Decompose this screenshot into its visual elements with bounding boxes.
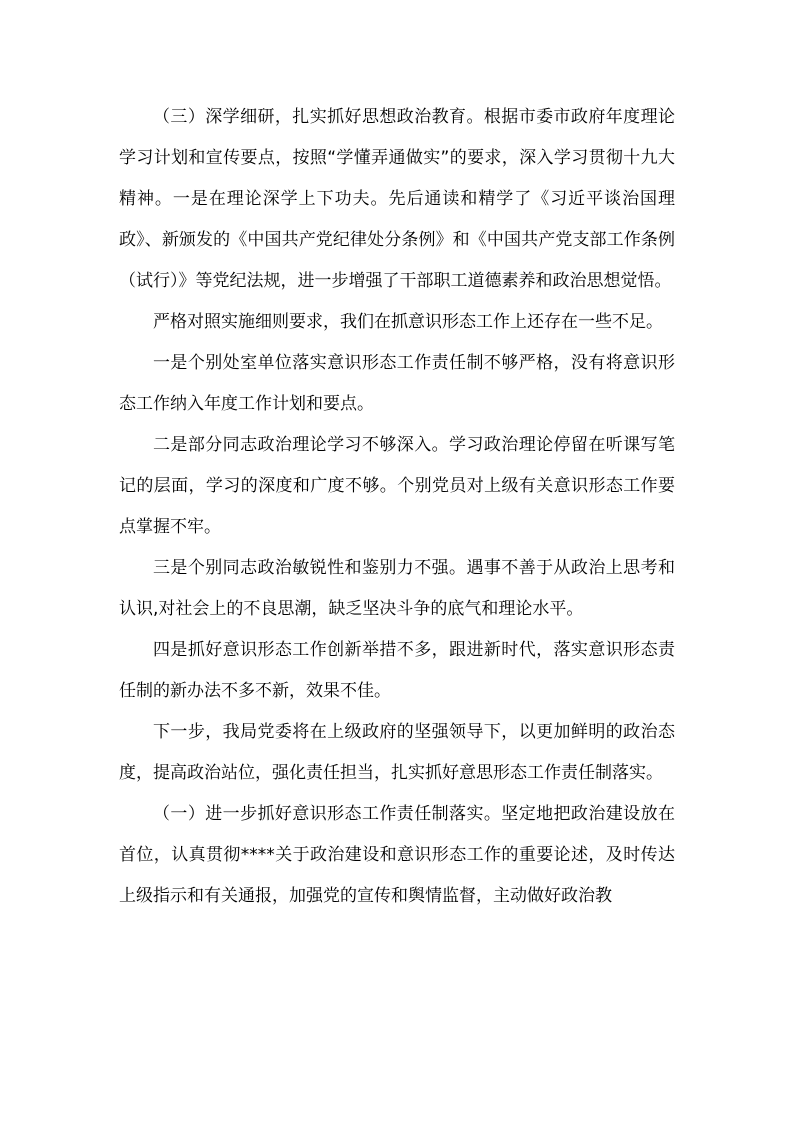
paragraph-shortcoming-4: 四是抓好意识形态工作创新举措不多，跟进新时代，落实意识形态责任制的新办法不多不新，效果不佳。 xyxy=(119,640,675,701)
document-body xyxy=(119,97,675,917)
paragraph-education: （三）深学细研，扎实抓好思想政治教育。根据市委市政府年度理论学习计划和宣传要点，按照“学懂弄通做实”的要求，深入学习贯彻十九大精神。一是在理论深学上下功夫。先后通读和精学了《习近平谈治国理政》、新颁发的《中国共产党纪律处分条例》和《中国共产党支部工作条例（试行）》等党纪法规，进一步增强了干部职工道德素养和政治思想觉悟。 xyxy=(119,107,675,291)
paragraph-shortcoming-1: 一是个别处室单位落实意识形态工作责任制不够严格，没有将意识形态工作纳入年度工作计划和要点。 xyxy=(119,353,675,414)
paragraph-shortcomings-intro: 严格对照实施细则要求，我们在抓意识形态工作上还存在一些不足。 xyxy=(153,312,663,332)
paragraph-shortcoming-2: 二是部分同志政治理论学习不够深入。学习政治理论停留在听课写笔记的层面，学习的深度和广度不够。个别党员对上级有关意识形态工作要点掌握不牢。 xyxy=(119,435,675,537)
paragraph-measure-1: （一）进一步抓好意识形态工作责任制落实。坚定地把政治建设放在首位，认真贯彻****关于政治建设和意识形态工作的重要论述，及时传达上级指示和有关通报，加强党的宣传和舆情监督，主动做好政治教 xyxy=(119,804,675,906)
paragraph-shortcoming-3: 三是个别同志政治敏锐性和鉴别力不强。遇事不善于从政治上思考和认识,对社会上的不良思潮，缺乏坚决斗争的底气和理论水平。 xyxy=(119,558,675,619)
paragraph-next-steps: 下一步，我局党委将在上级政府的坚强领导下，以更加鲜明的政治态度，提高政治站位，强化责任担当，扎实抓好意思形态工作责任制落实。 xyxy=(119,722,675,783)
